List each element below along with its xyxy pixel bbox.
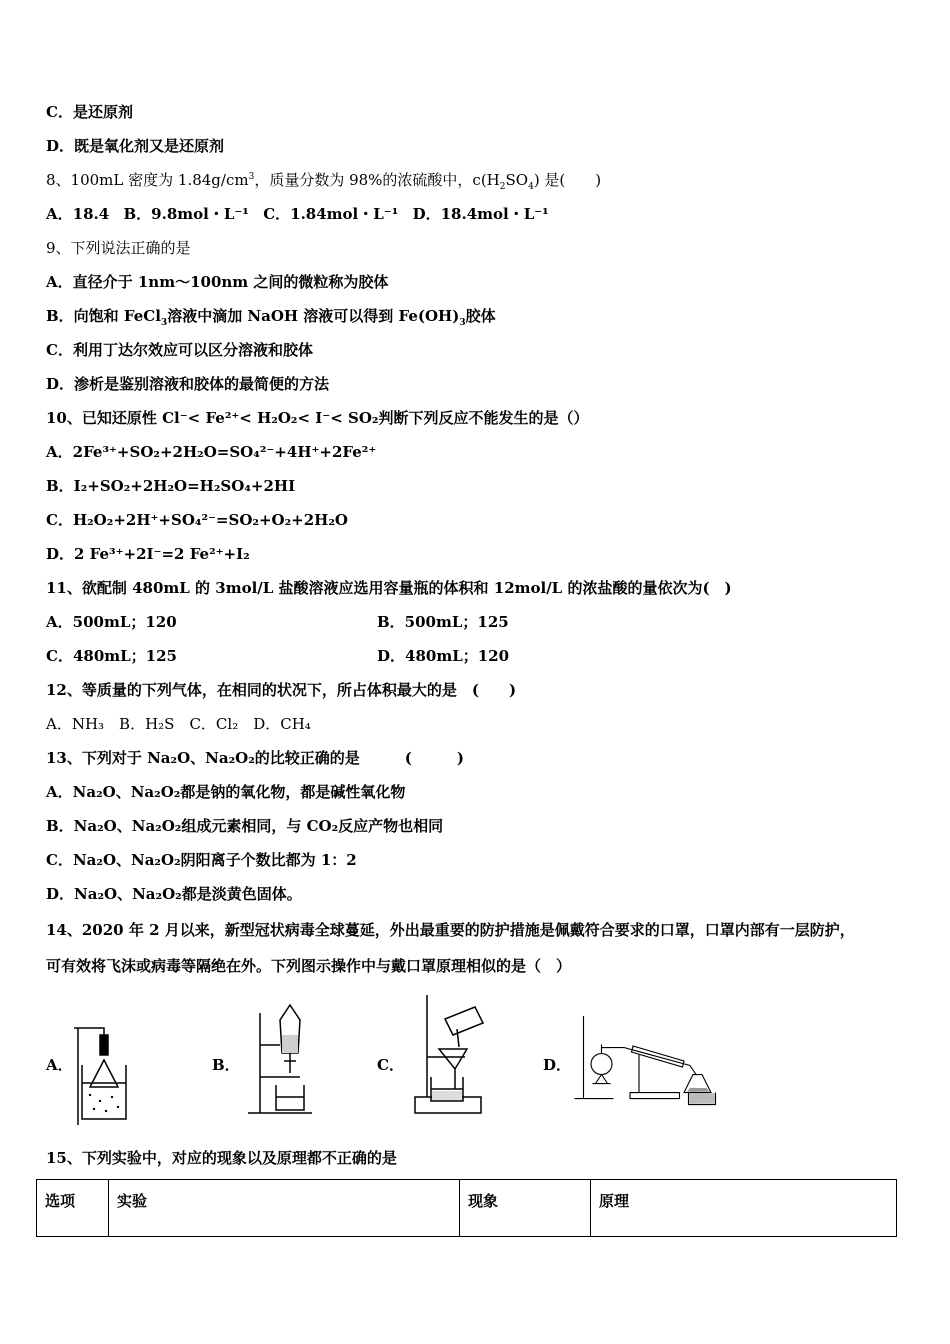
q13-stem: 13、下列对于 Na₂O、Na₂O₂的比较正确的是 ( ) xyxy=(46,749,464,767)
q9-option-c: C．利用丁达尔效应可以区分溶液和胶体 xyxy=(46,341,313,359)
q14-stem-line2: 可有效将飞沫或病毒等隔绝在外。下列图示操作中与戴口罩原理相似的是（ ） xyxy=(46,957,572,975)
q9-stem: 9、下列说法正确的是 xyxy=(46,239,191,257)
q8-stem: 8、100mL 密度为 $1.84g/cm^3$，质量分数为 98%的浓硫酸中，$c(H_2SO_4)$ 是( ) xyxy=(46,171,602,192)
q13-option-c: C．Na₂O、Na₂O₂阴阳离子个数比都为 1：2 xyxy=(46,851,357,869)
option-d: D．既是氧化剂又是还原剂 xyxy=(46,137,225,155)
q14-figure-a xyxy=(70,985,220,1125)
q11-stem: 11、欲配制 480mL 的 3mol/L 盐酸溶液应选用容量瓶的体积和 12mol/L 的浓盐酸的量依次为( ) xyxy=(46,579,732,597)
q12-options: A．NH₃ B．H₂S C．Cl₂ D．CH₄ xyxy=(46,715,311,733)
header-option: 选项 xyxy=(37,1180,109,1237)
header-phenomenon: 现象 xyxy=(460,1180,591,1237)
q15-table xyxy=(36,1179,897,1237)
q10-option-c: C．H₂O₂+2H⁺+SO₄²⁻=SO₂+O₂+2H₂O xyxy=(46,511,348,529)
q11-option-b: B．500mL；125 xyxy=(377,613,509,631)
q8-option: B．9.8mol・L⁻¹ xyxy=(123,205,249,223)
header-experiment: 实验 xyxy=(109,1180,460,1237)
q8-option: A．18.4 xyxy=(46,205,110,223)
q13-option-d: D．Na₂O、Na₂O₂都是淡黄色固体。 xyxy=(46,885,302,903)
q14-label-d: D． xyxy=(543,1056,572,1074)
q12-stem: 12、等质量的下列气体，在相同的状况下，所占体积最大的是 ( ) xyxy=(46,681,517,699)
q14-figure-b xyxy=(240,985,390,1125)
q8-options xyxy=(46,204,549,224)
q9-option-b: B．向饱和 FeCl$_3$溶液中滴加 NaOH 溶液可以得到 $Fe(OH)_3$胶体 xyxy=(46,307,496,328)
q15-stem: 15、下列实验中，对应的现象以及原理都不正确的是 xyxy=(46,1149,397,1167)
table-header-row xyxy=(37,1180,897,1237)
q14-figure-c xyxy=(405,985,555,1125)
q9-option-a: A．直径介于 1nm～100nm 之间的微粒称为胶体 xyxy=(46,273,389,291)
q14-stem-line1: 14、2020 年 2 月以来，新型冠状病毒全球蔓延，外出最重要的防护措施是佩戴符合要求的口罩，口罩内部有一层防护， xyxy=(46,921,855,939)
q13-option-a: A．Na₂O、Na₂O₂都是钠的氧化物，都是碱性氧化物 xyxy=(46,783,406,801)
q11-option-c: C．480mL；125 xyxy=(46,647,177,665)
q14-label-b: B． xyxy=(212,1056,240,1074)
q8-option: C．1.84mol・L⁻¹ xyxy=(263,205,399,223)
q10-option-d: D．2 Fe³⁺+2I⁻=2 Fe²⁺+I₂ xyxy=(46,545,250,563)
q14-label-c: C． xyxy=(377,1056,404,1074)
q13-option-b: B．Na₂O、Na₂O₂组成元素相同，与 CO₂反应产物也相同 xyxy=(46,817,444,835)
q11-option-a: A．500mL；120 xyxy=(46,613,177,631)
q8-option: D．18.4mol・L⁻¹ xyxy=(412,205,549,223)
q10-option-b: B．I₂+SO₂+2H₂O=H₂SO₄+2HI xyxy=(46,477,296,495)
q11-option-d: D．480mL；120 xyxy=(377,647,510,665)
q10-option-a: A．2Fe³⁺+SO₂+2H₂O=SO₄²⁻+4H⁺+2Fe²⁺ xyxy=(46,443,377,461)
q14-label-a: A． xyxy=(46,1056,73,1074)
q14-figure-d xyxy=(570,985,720,1125)
q9-option-d: D．渗析是鉴别溶液和胶体的最简便的方法 xyxy=(46,375,330,393)
option-c: C．是还原剂 xyxy=(46,103,133,121)
q10-stem: 10、已知还原性 Cl⁻< Fe²⁺< H₂O₂< I⁻< SO₂判断下列反应不能发生的是（） xyxy=(46,409,589,427)
header-principle: 原理 xyxy=(591,1180,897,1237)
